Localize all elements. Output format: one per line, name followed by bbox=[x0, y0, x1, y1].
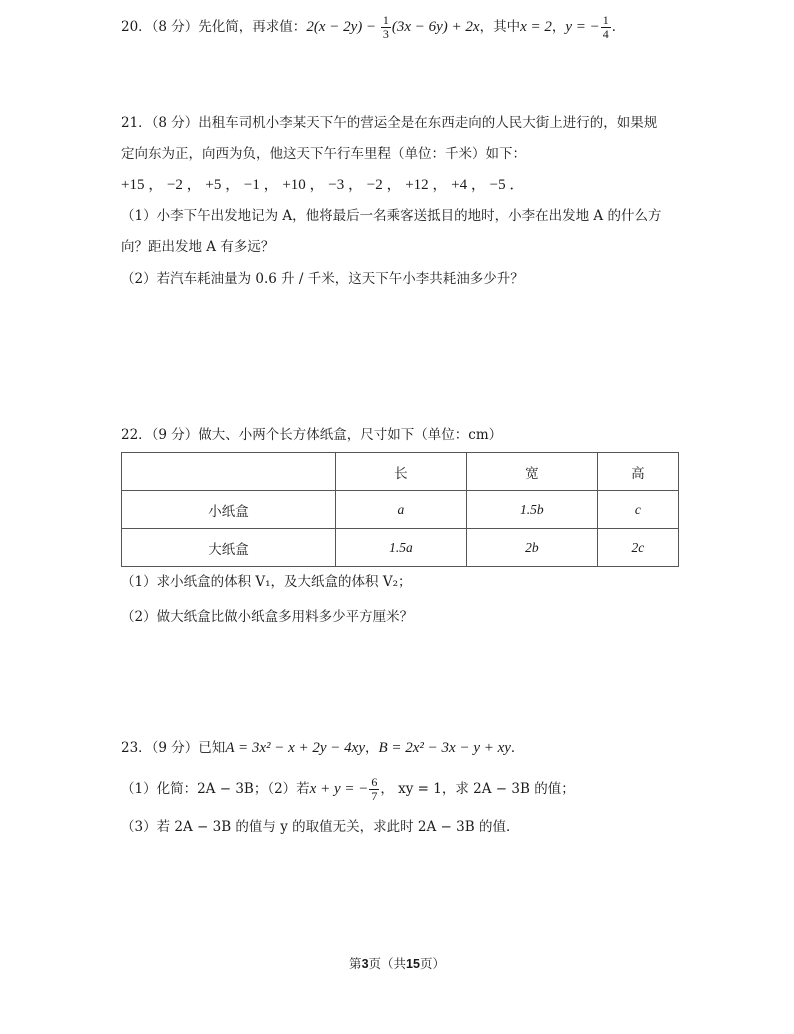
footer-total-pages: 15 bbox=[406, 957, 420, 971]
q23-p1-line bbox=[121, 776, 575, 803]
q23-a-expr: A = 3x² − x + 2y − 4xy bbox=[225, 740, 365, 756]
q20-label: 20．（8 分）先化简，再求值： bbox=[121, 19, 307, 35]
table-row bbox=[122, 491, 679, 529]
table-cell: 2b bbox=[466, 529, 597, 567]
q23-frac-den: 7 bbox=[371, 789, 378, 803]
q23-frac-num: 6 bbox=[371, 775, 378, 789]
q20-mid: ，其中 bbox=[479, 19, 521, 35]
q21-p1-line1: （1）小李下午出发地记为 A，他将最后一名乘客送抵目的地时，小李在出发地 A 的什么方 bbox=[121, 208, 662, 224]
q21-p2: （2）若汽车耗油量为 0.6 升 / 千米，这天下午小李共耗油多少升？ bbox=[121, 271, 524, 287]
q22-table bbox=[121, 452, 679, 567]
q23-p3: （3）若 2A − 3B 的值与 y 的取值无关，求此时 2A − 3B 的值． bbox=[121, 819, 520, 835]
table-header-cell: 高 bbox=[597, 453, 678, 491]
table-cell: 1.5a bbox=[335, 529, 466, 567]
q23-fraction bbox=[369, 776, 379, 803]
q22-p2: （2）做大纸盒比做小纸盒多用料多少平方厘米？ bbox=[121, 609, 414, 625]
q20-end: ． bbox=[611, 19, 626, 35]
q22-p1: （1）求小纸盒的体积 V₁，及大纸盒的体积 V₂； bbox=[121, 574, 412, 590]
footer-post: 页） bbox=[419, 956, 445, 971]
q20-cond-y: y = − bbox=[565, 19, 600, 35]
q20-y-den: 4 bbox=[602, 27, 609, 41]
table-cell: c bbox=[597, 491, 678, 529]
q23-line1 bbox=[121, 738, 524, 758]
table-header-cell: 长 bbox=[335, 453, 466, 491]
q20-expr-a: 2(x − 2y) − bbox=[306, 19, 380, 35]
footer-mid: 页（共 bbox=[368, 956, 407, 971]
q20-expr-b: (3x − 6y) + 2x bbox=[391, 19, 480, 35]
q20-line bbox=[121, 14, 625, 41]
table-cell: 大纸盒 bbox=[122, 529, 336, 567]
q20-cond-x: x = 2 bbox=[520, 19, 552, 35]
q20-fraction bbox=[381, 14, 391, 41]
footer-page-number: 3 bbox=[361, 957, 369, 971]
q20-y-fraction bbox=[601, 14, 611, 41]
q21-line2: 定向东为正，向西为负，他这天下午行车里程（单位：千米）如下： bbox=[121, 146, 526, 162]
q23-p1-c: ， xy = 1，求 2A − 3B 的值； bbox=[380, 781, 575, 797]
q23-sep: ， bbox=[364, 740, 379, 756]
table-header-row bbox=[122, 453, 679, 491]
q20-sep: ， bbox=[551, 19, 566, 35]
q20-y-num: 1 bbox=[602, 13, 609, 27]
page-footer bbox=[0, 954, 794, 972]
q23-p1-b: x + y = − bbox=[309, 781, 369, 797]
q21-data-line: +15 ， −2 ， +5 ， −1 ， +10 ， −3 ， −2 ， +12 ， +4 ， −5 ． bbox=[121, 177, 525, 193]
q20-frac-num: 1 bbox=[382, 13, 389, 27]
q23-end: ． bbox=[510, 740, 525, 756]
q23-p1-a: （1）化简：2A − 3B；（2）若 bbox=[121, 781, 310, 797]
q20-frac-den: 3 bbox=[382, 27, 389, 41]
table-header-cell bbox=[122, 453, 336, 491]
table-cell: 1.5b bbox=[466, 491, 597, 529]
footer-pre: 第 bbox=[349, 956, 362, 971]
table-row bbox=[122, 529, 679, 567]
table-cell: 2c bbox=[597, 529, 678, 567]
q22-title: 22．（9 分）做大、小两个长方体纸盒，尺寸如下（单位：cm） bbox=[121, 427, 503, 443]
table-header-cell: 宽 bbox=[466, 453, 597, 491]
table-cell: a bbox=[335, 491, 466, 529]
table-cell: 小纸盒 bbox=[122, 491, 336, 529]
q23-b-expr: B = 2x² − 3x − y + xy bbox=[378, 740, 511, 756]
q21-p1-line2: 向？距出发地 A 有多远？ bbox=[121, 239, 275, 255]
q21-line1: 21．（8 分）出租车司机小李某天下午的营运全是在东西走向的人民大街上进行的，如果规 bbox=[121, 115, 658, 131]
q23-label: 23．（9 分）已知 bbox=[121, 740, 226, 756]
